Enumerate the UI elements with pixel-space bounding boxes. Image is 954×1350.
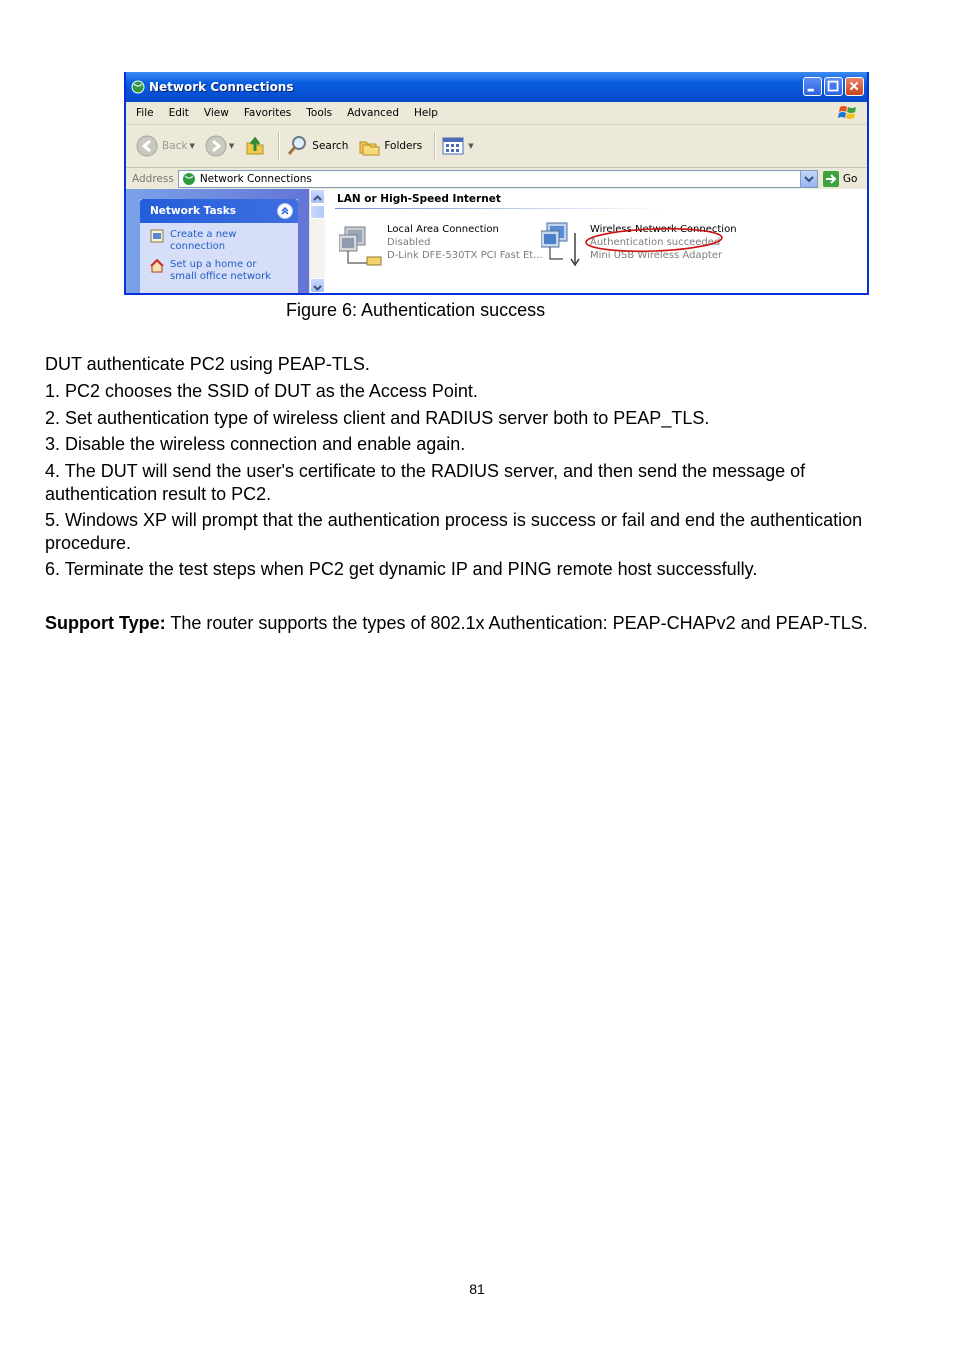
address-label: Address: [132, 173, 174, 185]
network-tasks-header[interactable]: [140, 199, 298, 223]
collapse-button[interactable]: [277, 203, 293, 219]
toolbar-separator: [278, 132, 280, 160]
figure-caption: Figure 6: Authentication success: [286, 300, 546, 320]
maximize-icon: [825, 78, 842, 95]
network-tasks-title: Network Tasks: [150, 205, 237, 217]
window-title: Network Connections: [149, 80, 294, 94]
support-type-paragraph: [45, 612, 905, 635]
create-new-connection-label: Create a new connection: [170, 229, 237, 252]
scroll-thumb[interactable]: [310, 205, 325, 219]
minimize-icon: [804, 78, 821, 95]
address-bar: [126, 168, 867, 191]
menu-advanced[interactable]: Advanced: [347, 107, 400, 119]
page-number: 81: [469, 1281, 485, 1297]
back-button[interactable]: [136, 135, 195, 157]
search-button[interactable]: [286, 135, 348, 157]
scroll-down-button[interactable]: [310, 278, 325, 293]
menu-tools[interactable]: Tools: [306, 107, 333, 119]
menu-favorites[interactable]: Favorites: [243, 107, 292, 119]
network-connections-icon: [181, 171, 197, 187]
step-1: 1. PC2 chooses the SSID of DUT as the Access Point.: [45, 381, 478, 401]
network-connections-icon: [130, 79, 146, 95]
home-network-icon: [150, 259, 164, 273]
scroll-down-icon: [311, 281, 324, 294]
step-3: 3. Disable the wireless connection and enable again.: [45, 434, 466, 454]
address-dropdown-button[interactable]: [800, 171, 817, 187]
menu-bar: [126, 102, 867, 125]
step-5: 5. Windows XP will prompt that the authentication process is success or fail and end the authentication procedure.: [45, 510, 863, 553]
go-label: Go: [842, 173, 858, 185]
forward-arrow-icon: [205, 135, 227, 157]
chevron-down-icon: [801, 171, 817, 187]
lan-connection-item[interactable]: [387, 223, 543, 262]
support-type-text: The router supports the types of 802.1x Authentication: PEAP-CHAPv2 and PEAP-TLS.: [165, 613, 868, 633]
back-dropdown-icon[interactable]: ▼: [189, 142, 195, 150]
search-label: Search: [312, 140, 349, 152]
views-button[interactable]: [442, 136, 473, 156]
back-arrow-icon: [136, 135, 158, 157]
vertical-scrollbar[interactable]: [309, 189, 325, 293]
connections-view: [325, 189, 867, 293]
wireless-connection-status: Authentication succeeded: [590, 237, 721, 248]
scroll-up-button[interactable]: [310, 189, 325, 204]
new-connection-icon: [150, 229, 164, 243]
forward-button[interactable]: [205, 135, 234, 157]
go-button[interactable]: [822, 170, 858, 188]
scroll-up-icon: [311, 192, 324, 205]
home-network-setup-label: Set up a home or small office network: [170, 259, 272, 282]
folders-label: Folders: [384, 140, 423, 152]
wireless-connection-device: Mini USB Wireless Adapter: [590, 250, 723, 261]
lan-connection-icon[interactable]: [339, 221, 387, 271]
address-input[interactable]: [178, 170, 818, 188]
up-folder-button[interactable]: [244, 135, 266, 157]
home-network-setup-link[interactable]: [140, 259, 298, 283]
go-arrow-icon: [822, 170, 840, 188]
task-pane: [126, 189, 309, 293]
toolbar: [126, 125, 867, 168]
intro-text: DUT authenticate PC2 using PEAP-TLS.: [45, 354, 370, 374]
back-label: Back: [162, 140, 188, 152]
lan-connection-device: D-Link DFE-530TX PCI Fast Et...: [387, 250, 543, 261]
menu-help[interactable]: Help: [414, 107, 438, 119]
folders-icon: [358, 135, 380, 157]
forward-dropdown-icon[interactable]: ▼: [228, 142, 235, 150]
create-new-connection-link[interactable]: [140, 229, 298, 253]
wireless-connection-name: Wireless Network Connection: [590, 224, 737, 235]
address-value: Network Connections: [199, 173, 312, 185]
views-icon: [442, 136, 466, 156]
lan-connection-status: Disabled: [387, 237, 431, 248]
windows-logo-icon: [837, 104, 859, 122]
highlight-circle: [579, 225, 729, 257]
network-tasks-panel: [140, 199, 298, 293]
folders-button[interactable]: [358, 135, 422, 157]
support-type-label: Support Type:: [45, 613, 166, 633]
up-folder-icon: [244, 135, 266, 157]
close-button[interactable]: [845, 77, 864, 96]
menu-file[interactable]: File: [136, 107, 154, 119]
minimize-button[interactable]: [803, 77, 822, 96]
maximize-button[interactable]: [824, 77, 843, 96]
title-bar[interactable]: [126, 72, 867, 102]
lan-connection-name: Local Area Connection: [387, 224, 499, 235]
group-header: LAN or High-Speed Internet: [337, 193, 501, 205]
menu-edit[interactable]: Edit: [168, 107, 189, 119]
close-icon: [846, 78, 863, 95]
network-connections-screenshot: [124, 72, 869, 295]
menu-view[interactable]: View: [203, 107, 229, 119]
step-4: 4. The DUT will send the user's certificate to the RADIUS server, and then send the message of authentication result to PC2.: [45, 461, 806, 504]
group-divider: [335, 208, 665, 209]
toolbar-separator: [434, 132, 436, 160]
search-icon: [286, 135, 308, 157]
step-6: 6. Terminate the test steps when PC2 get dynamic IP and PING remote host successfully.: [45, 559, 758, 579]
step-2: 2. Set authentication type of wireless client and RADIUS server both to PEAP_TLS.: [45, 408, 710, 428]
views-dropdown-icon[interactable]: ▼: [468, 142, 474, 150]
chevron-up-icon: [278, 204, 292, 218]
